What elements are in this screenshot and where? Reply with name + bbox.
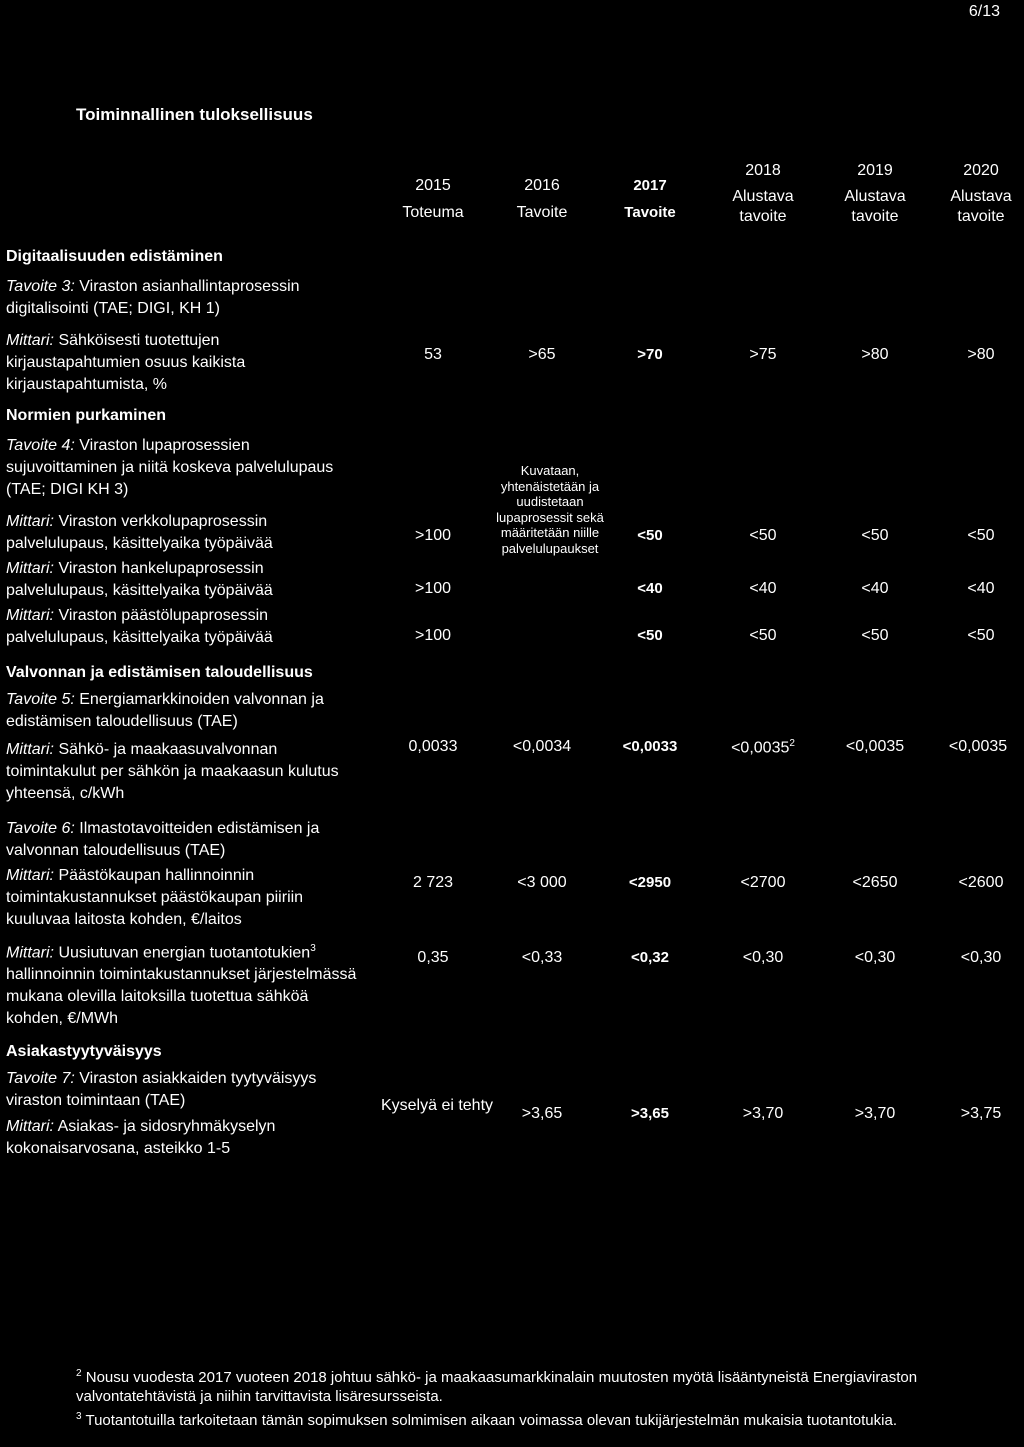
value-r5-2015: 0,0033 <box>408 738 458 755</box>
value-r6b-2016: <0,33 <box>521 949 563 966</box>
value-r5-2017: <0,0033 <box>622 738 678 755</box>
goal-text: Viraston lupaprosessien sujuvoittaminen ja niitä koskeva palvelulupaus (TAE; DIGI KH 3) <box>6 437 334 498</box>
value-r6b-2020: <0,30 <box>960 949 1002 966</box>
metric-label: Mittari: <box>6 332 54 349</box>
value-r6a-2015: 2 723 <box>412 874 454 891</box>
goal-text: Energiamarkkinoiden valvonnan ja edistämisen taloudellisuus (TAE) <box>6 691 324 730</box>
page-title: Toiminnallinen tuloksellisuus <box>76 105 313 124</box>
survey-not-done: Kyselyä ei tehty <box>380 1097 494 1114</box>
value-r4a-2018: <50 <box>749 527 777 544</box>
process-note: Kuvataan, yhtenäistetään ja uudistetaan lupaprosessit sekä määritetään niille palvelulupaukset <box>496 463 604 556</box>
metric-text: Uusiutuvan energian tuotantotukien <box>58 944 311 962</box>
value-r7-2016: >3,65 <box>521 1105 563 1122</box>
value-r5-2020: <0,0035 <box>948 738 1008 755</box>
value-r5-2019: <0,0035 <box>845 738 905 755</box>
metric-label: Mittari: <box>6 867 54 884</box>
goal-number: 4: <box>61 437 75 454</box>
goal-text: Viraston asianhallintaprosessin digitalisointi (TAE; DIGI, KH 1) <box>6 278 300 317</box>
metric-6b <box>6 938 366 1030</box>
value-r4c-2019: <50 <box>861 627 889 644</box>
goal-text: Ilmastotavoitteiden edistämisen ja valvonnan taloudellisuus (TAE) <box>6 820 320 859</box>
col-label: Alustava tavoite <box>732 188 794 225</box>
col-year: 2016 <box>524 177 560 194</box>
value-r5-2016: <0,0034 <box>512 738 572 755</box>
goal-label: Tavoite <box>6 820 57 837</box>
goal-6 <box>6 818 366 862</box>
metric-text: Viraston päästölupaprosessin palvelulupaus, käsittelyaika työpäivää <box>6 607 273 646</box>
value-r3-2020: >80 <box>967 346 995 363</box>
section-heading-asiakas: Asiakastyytyväisyys <box>6 1043 162 1060</box>
section-heading-normit: Normien purkaminen <box>6 407 167 424</box>
footnote-2 <box>76 1364 966 1406</box>
footnote-3 <box>76 1407 966 1430</box>
footnote-text: Nousu vuodesta 2017 vuoteen 2018 johtuu sähkö- ja maakaasumarkkinalain muutosten myötä lisääntyneistä Energiaviraston valvontatehtävistä ja niihin tarvittavista lisäresursseista. <box>76 1369 918 1405</box>
value-text: <0,0035 <box>731 739 790 757</box>
metric-6a <box>6 865 366 931</box>
col-label: Tavoite <box>624 204 676 221</box>
col-head-2015 <box>383 176 483 223</box>
metric-text: Sähköisesti tuotettujen kirjaustapahtumien osuus kaikista kirjaustapahtumista, % <box>6 332 246 393</box>
value-r4c-2015: >100 <box>414 627 452 644</box>
metric-label: Mittari: <box>6 1118 54 1135</box>
value-r4a-2020: <50 <box>967 527 995 544</box>
footnote-marker: 2 <box>76 1368 82 1379</box>
section-heading-valvonta: Valvonnan ja edistämisen taloudellisuus <box>6 664 313 681</box>
value-r6b-2018: <0,30 <box>742 949 784 966</box>
metric-text: Päästökaupan hallinnoinnin toimintakustannukset päästökaupan piiriin kuuluvaa laitosta kohden, €/laitos <box>6 867 304 928</box>
metric-5 <box>6 739 351 805</box>
footnote-ref-3: 3 <box>310 943 316 954</box>
col-label: Toteuma <box>402 204 464 221</box>
metric-text: Viraston hankelupaprosessin palvelulupaus, käsittelyaika työpäivää <box>6 560 273 599</box>
col-head-2018 <box>713 161 813 227</box>
value-r4b-2019: <40 <box>861 580 889 597</box>
value-r6a-2017: <2950 <box>628 874 672 891</box>
goal-5 <box>6 689 366 733</box>
col-year: 2018 <box>745 162 781 179</box>
metric-label: Mittari: <box>6 560 54 577</box>
goal-number: 6: <box>61 820 75 837</box>
footnote-ref-2: 2 <box>789 738 795 749</box>
value-r6b-2015: 0,35 <box>417 949 449 966</box>
metric-label: Mittari: <box>6 944 54 962</box>
col-head-2019 <box>825 161 925 227</box>
value-r4a-2019: <50 <box>861 527 889 544</box>
value-r7-2018: >3,70 <box>742 1105 784 1122</box>
col-year: 2015 <box>415 177 451 194</box>
value-r3-2017: >70 <box>637 346 663 363</box>
metric-label: Mittari: <box>6 607 54 624</box>
value-r4b-2017: <40 <box>637 580 663 597</box>
metric-text: Sähkö- ja maakaasuvalvonnan toimintakulut per sähkön ja maakaasun kulutus yhteensä, c/kWh <box>6 741 339 802</box>
col-year: 2019 <box>857 162 893 179</box>
value-r7-2020: >3,75 <box>960 1105 1002 1122</box>
footnote-marker: 3 <box>76 1411 82 1422</box>
goal-label: Tavoite <box>6 437 57 454</box>
goal-text: Viraston asiakkaiden tyytyväisyys viraston toimintaan (TAE) <box>6 1070 317 1109</box>
metric-4c <box>6 605 361 649</box>
goal-3 <box>6 276 366 320</box>
metric-3 <box>6 330 351 396</box>
goal-label: Tavoite <box>6 1070 57 1087</box>
value-r7-2017: >3,65 <box>631 1105 669 1122</box>
metric-label: Mittari: <box>6 741 54 758</box>
page-number: 6/13 <box>968 3 1000 20</box>
value-r3-2019: >80 <box>861 346 889 363</box>
goal-label: Tavoite <box>6 691 57 708</box>
value-r6a-2019: <2650 <box>852 874 898 891</box>
metric-label: Mittari: <box>6 513 54 530</box>
metric-4b <box>6 558 361 602</box>
col-year: 2020 <box>963 162 999 179</box>
footnote-text: Tuotantotuilla tarkoitetaan tämän sopimuksen solmimisen aikaan voimassa olevan tukijärjestelmän mukaisia tuotantotukia. <box>85 1412 897 1429</box>
value-r4b-2020: <40 <box>967 580 995 597</box>
metric-text: Asiakas- ja sidosryhmäkyselyn kokonaisarvosana, asteikko 1-5 <box>6 1118 276 1157</box>
value-r6b-2017: <0,32 <box>631 949 669 966</box>
value-r6a-2018: <2700 <box>740 874 786 891</box>
goal-4 <box>6 435 361 501</box>
value-r6a-2016: <3 000 <box>517 874 567 891</box>
col-head-2017 <box>600 176 700 223</box>
goal-number: 7: <box>61 1070 75 1087</box>
value-r6b-2019: <0,30 <box>854 949 896 966</box>
value-r5-2018 <box>713 738 813 757</box>
value-r4c-2020: <50 <box>967 627 995 644</box>
value-r3-2015: 53 <box>424 346 442 363</box>
value-r4c-2017: <50 <box>637 627 663 644</box>
value-r3-2018: >75 <box>749 346 777 363</box>
section-heading-digi: Digitaalisuuden edistäminen <box>6 248 223 265</box>
value-r3-2016: >65 <box>528 346 556 363</box>
value-r4c-2018: <50 <box>749 627 777 644</box>
goal-number: 5: <box>61 691 75 708</box>
value-r6a-2020: <2600 <box>958 874 1004 891</box>
metric-text-cont: hallinnoinnin toimintakustannukset järjestelmässä mukana olevilla laitoksilla tuotettua sähköä kohden, €/MWh <box>6 966 357 1028</box>
goal-label: Tavoite <box>6 278 57 295</box>
value-r4b-2015: >100 <box>414 580 452 597</box>
col-label: Alustava tavoite <box>950 188 1012 225</box>
metric-text: Viraston verkkolupaprosessin palvelulupaus, käsittelyaika työpäivää <box>6 513 273 552</box>
goal-7 <box>6 1068 366 1112</box>
col-year: 2017 <box>633 177 667 194</box>
col-head-2016 <box>492 176 592 223</box>
col-label: Alustava tavoite <box>844 188 906 225</box>
value-r4a-2017: <50 <box>637 527 663 544</box>
metric-7 <box>6 1116 351 1160</box>
goal-number: 3: <box>61 278 75 295</box>
metric-4a <box>6 511 361 555</box>
value-r7-2019: >3,70 <box>854 1105 896 1122</box>
value-r4a-2015: >100 <box>414 527 452 544</box>
col-label: Tavoite <box>516 204 568 221</box>
col-head-2020 <box>937 161 1024 227</box>
value-r4b-2018: <40 <box>749 580 777 597</box>
